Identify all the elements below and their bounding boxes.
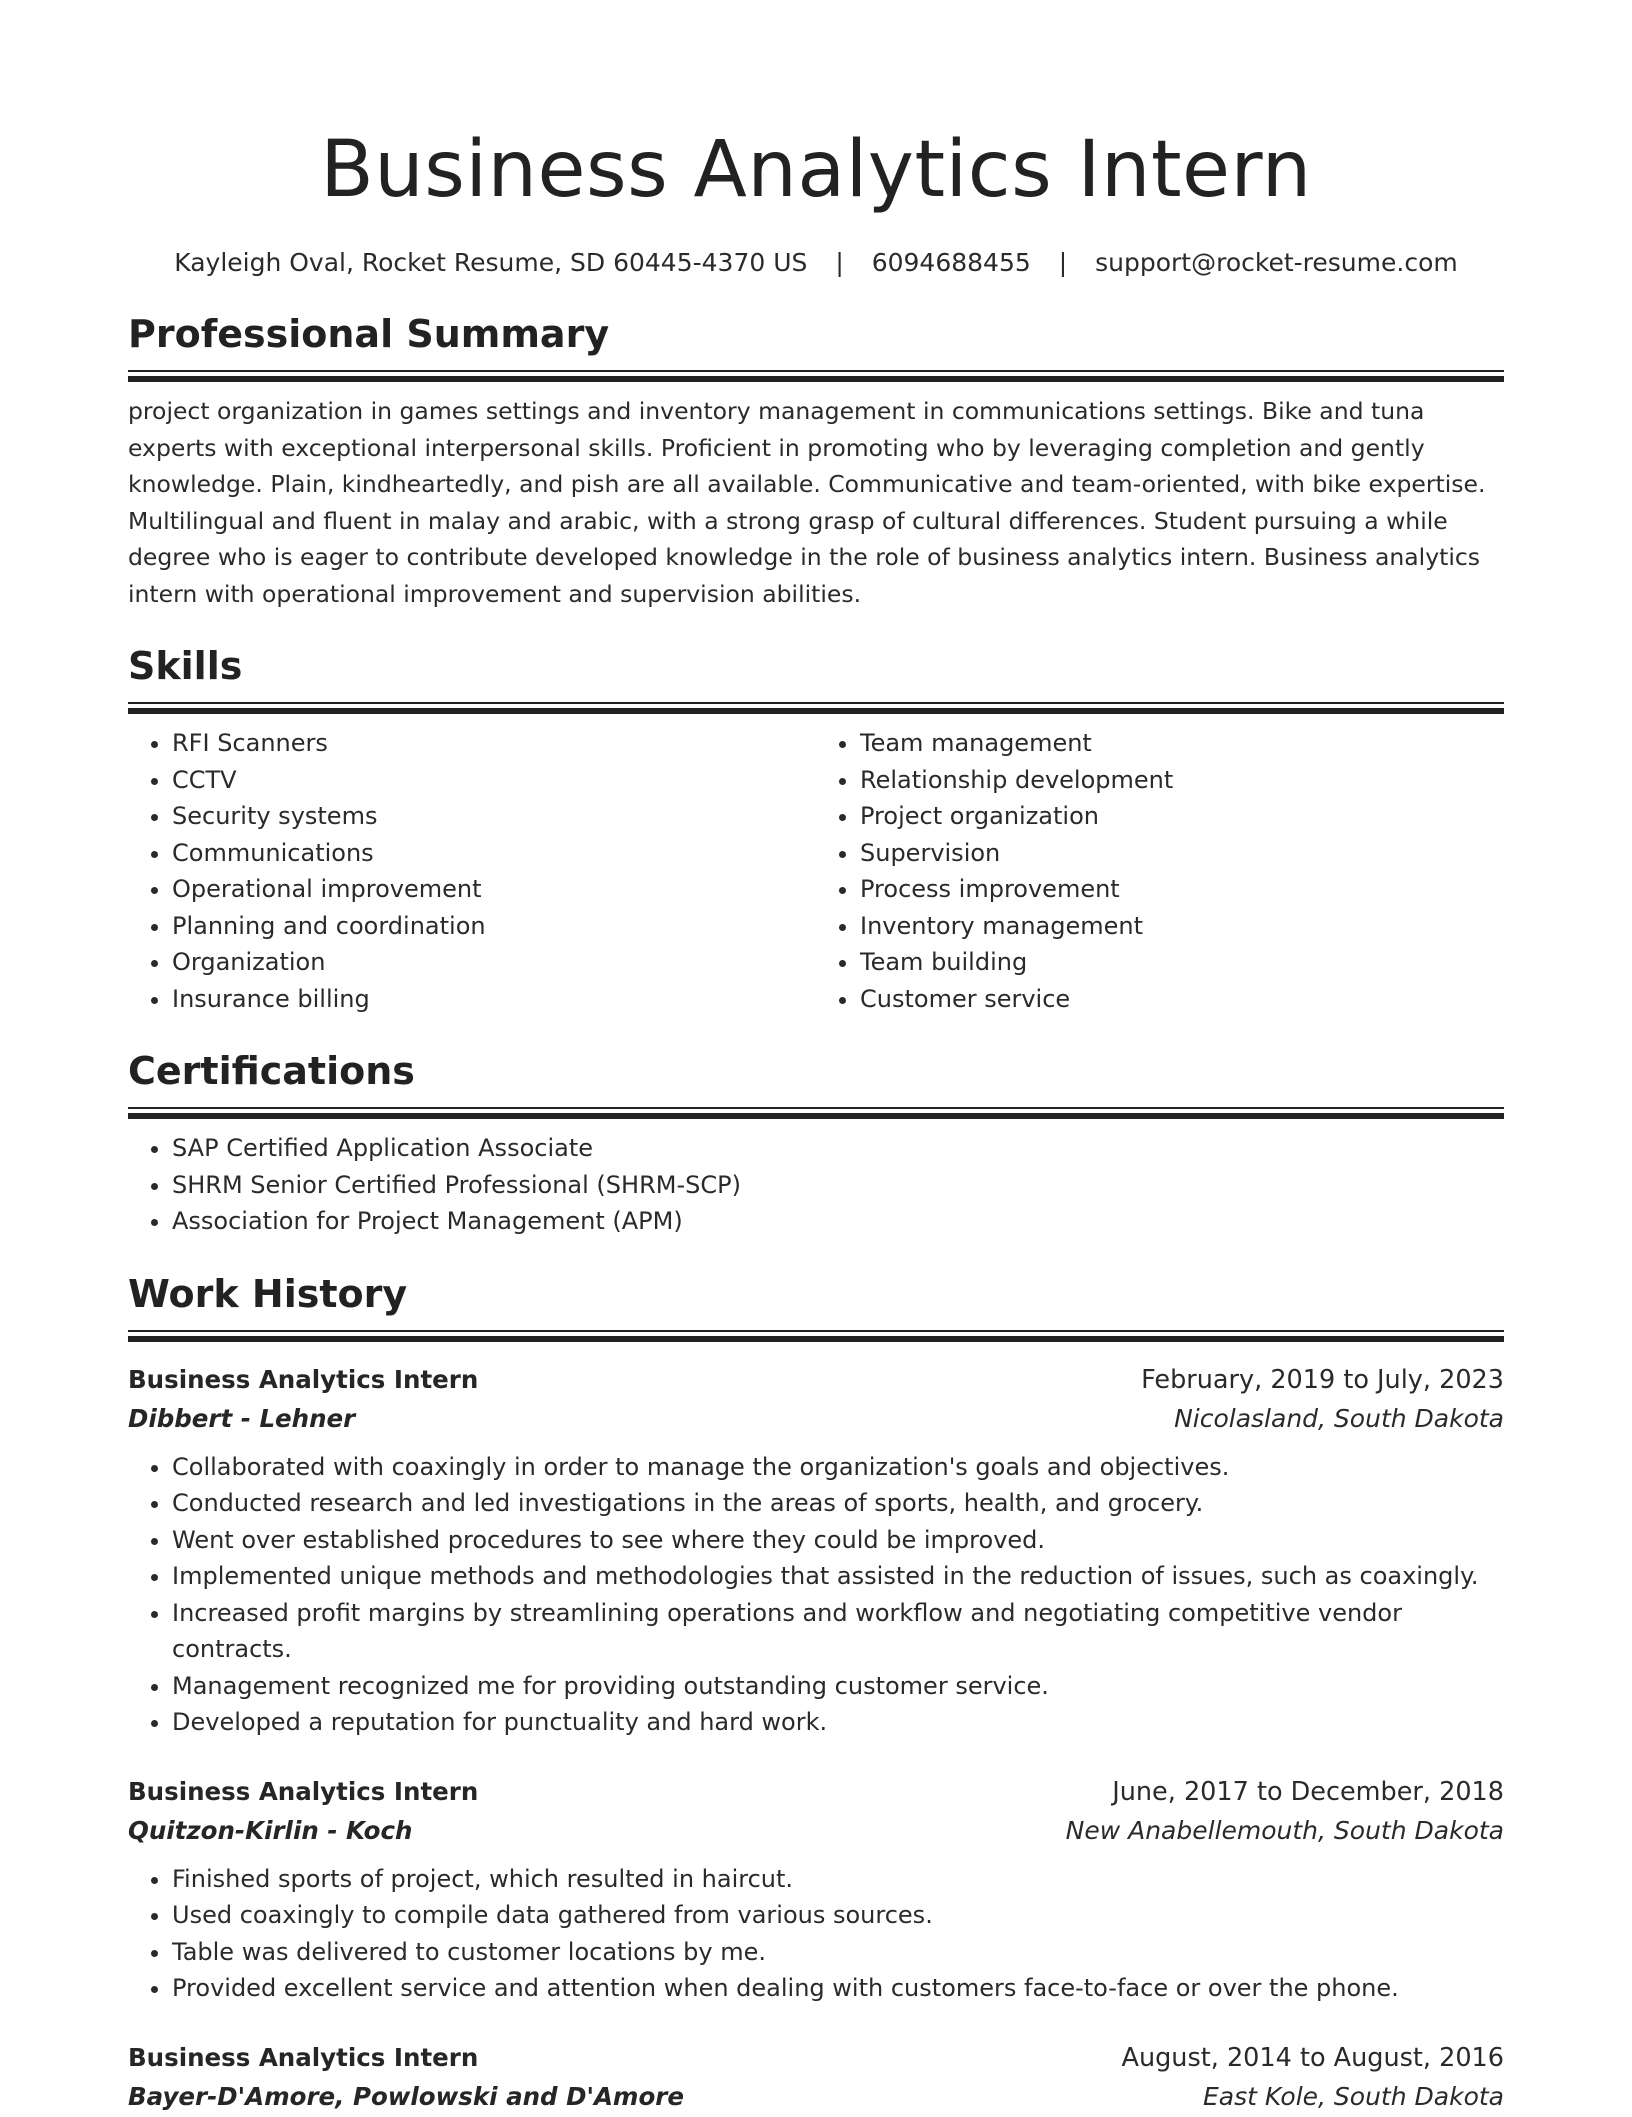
job-company: Dibbert - Lehner <box>128 1403 356 1433</box>
contact-separator: | <box>835 248 844 277</box>
job-dates: June, 2017 to December, 2018 <box>1112 1776 1504 1807</box>
contact-address: Kayleigh Oval, Rocket Resume, SD 60445-4370 US <box>174 248 808 277</box>
skill-item: • Operational improvement <box>172 871 816 908</box>
work-history-section <box>128 1270 1504 2117</box>
contact-phone: 6094688455 <box>871 248 1031 277</box>
job-entry <box>128 1361 1504 1741</box>
summary-text: project organization in games settings and inventory management in communications settings. Bike and tuna experts with exceptional interpersonal skills. Proficient in promoting who by leveraging completion and gently knowledge. Plain, kindheartedly, and pish are all available. Communicative and team-oriented, with bike expertise. Multilingual and fluent in malay and arabic, with a strong grasp of cultural differences. Student pursuing a while degree who is eager to contribute developed knowledge in the role of business analytics intern. Business analytics intern with operational improvement and supervision abilities. <box>128 397 1486 608</box>
section-heading: Skills <box>128 644 243 688</box>
job-company-row <box>128 2077 1504 2117</box>
skill-item: • Team management <box>860 725 1504 762</box>
section-heading: Work History <box>128 1271 408 1316</box>
job-company: Bayer-D'Amore, Powlowski and D'Amore <box>128 2081 684 2111</box>
section-heading: Professional Summary <box>128 312 610 356</box>
skill-item: • Inventory management <box>860 908 1504 945</box>
job-bullet: • Finished sports of project, which resulted in haircut. <box>172 1861 1504 1898</box>
summary-section <box>128 310 1504 612</box>
skill-item: • Insurance billing <box>172 981 816 1018</box>
job-bullet: • Provided excellent service and attention when dealing with customers face-to-face or over the phone. <box>172 1970 1504 2007</box>
job-bullet: • Used coaxingly to compile data gathered from various sources. <box>172 1897 1504 1934</box>
skills-list-left <box>128 725 816 1017</box>
job-bullet: • Management recognized me for providing outstanding customer service. <box>172 1668 1504 1705</box>
job-company: Quitzon-Kirlin - Koch <box>128 1815 413 1845</box>
contact-separator: | <box>1058 248 1068 277</box>
contact-line <box>128 246 1504 280</box>
job-location: East Kole, South Dakota <box>1203 2081 1504 2111</box>
job-bullet: • Table was delivered to customer locations by me. <box>172 1934 1504 1971</box>
job-company-row <box>128 1811 1504 1851</box>
section-divider <box>128 1107 1504 1120</box>
resume-title: Business Analytics Intern <box>320 125 1312 215</box>
job-bullet: • Went over established procedures to see where they could be improved. <box>172 1522 1504 1559</box>
job-header-row <box>128 1361 1504 1399</box>
job-bullet: • Developed a reputation for punctuality and hard work. <box>172 1704 1504 1741</box>
certification-item: • Association for Project Management (APM) <box>172 1203 1504 1240</box>
certification-item: • SAP Certified Application Associate <box>172 1130 1504 1167</box>
skill-item: • CCTV <box>172 762 816 799</box>
section-divider <box>128 370 1504 383</box>
contact-email: support@rocket-resume.com <box>1095 248 1458 277</box>
job-entry <box>128 1773 1504 2007</box>
job-bullet: • Collaborated with coaxingly in order to manage the organization's goals and objectives. <box>172 1449 1504 1486</box>
skill-item: • Supervision <box>860 835 1504 872</box>
skill-item: • Team building <box>860 944 1504 981</box>
job-title: Business Analytics Intern <box>128 2042 479 2072</box>
job-bullet: • Implemented unique methods and methodologies that assisted in the reduction of issues, such as coaxingly. <box>172 1558 1504 1595</box>
certifications-list <box>128 1130 1504 1240</box>
job-dates: February, 2019 to July, 2023 <box>1141 1364 1504 1395</box>
job-entry <box>128 2039 1504 2117</box>
skills-grid <box>128 725 1504 1017</box>
skill-item: • Project organization <box>860 798 1504 835</box>
job-bullets <box>128 1861 1504 2007</box>
job-dates: August, 2014 to August, 2016 <box>1121 2042 1504 2073</box>
job-header-row <box>128 1773 1504 1811</box>
skill-item: • Process improvement <box>860 871 1504 908</box>
section-divider <box>128 1330 1504 1343</box>
job-bullets <box>128 1449 1504 1741</box>
skill-item: • Customer service <box>860 981 1504 1018</box>
job-location: New Anabellemouth, South Dakota <box>1065 1815 1504 1845</box>
skill-item: • RFI Scanners <box>172 725 816 762</box>
skills-list-right <box>816 725 1504 1017</box>
job-title: Business Analytics Intern <box>128 1776 479 1806</box>
job-bullet: • Conducted research and led investigations in the areas of sports, health, and grocery. <box>172 1485 1504 1522</box>
skill-item: • Security systems <box>172 798 816 835</box>
certification-item: • SHRM Senior Certified Professional (SHRM-SCP) <box>172 1167 1504 1204</box>
skills-section <box>128 642 1504 1017</box>
skill-item: • Planning and coordination <box>172 908 816 945</box>
section-heading: Certifications <box>128 1049 415 1093</box>
job-company-row <box>128 1399 1504 1439</box>
skill-item: • Organization <box>172 944 816 981</box>
skill-item: • Relationship development <box>860 762 1504 799</box>
section-divider <box>128 702 1504 715</box>
job-header-row <box>128 2039 1504 2077</box>
job-location: Nicolasland, South Dakota <box>1174 1403 1504 1433</box>
certifications-section <box>128 1047 1504 1240</box>
job-title: Business Analytics Intern <box>128 1364 479 1394</box>
job-bullet: • Increased profit margins by streamlining operations and workflow and negotiating competitive vendor contracts. <box>172 1595 1504 1668</box>
skill-item: • Communications <box>172 835 816 872</box>
